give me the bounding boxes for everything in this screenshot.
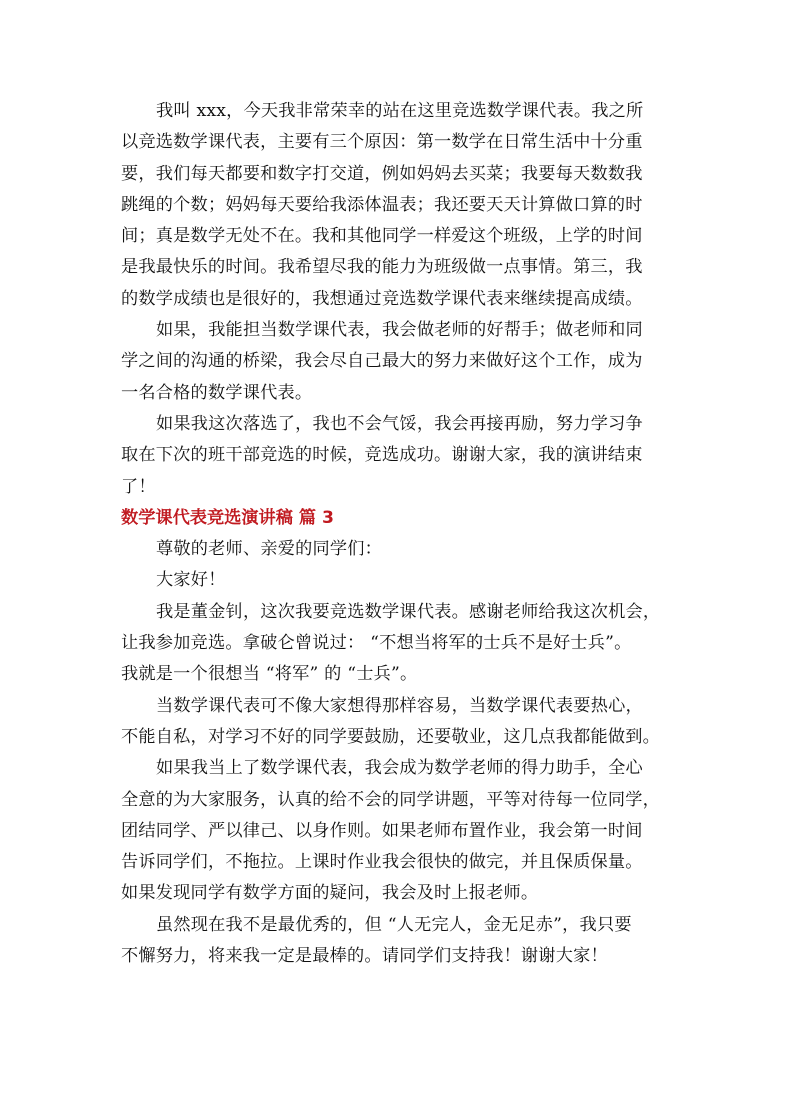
document-body xyxy=(121,96,687,972)
speech-part-3 xyxy=(121,534,687,972)
text-line: 取在下次的班干部竞选的时候，竞选成功。谢谢大家，我的演讲结束 xyxy=(121,445,643,466)
text-line: 如果我这次落选了，我也不会气馁，我会再接再励，努力学习争 xyxy=(156,413,643,434)
text-line: 尊敬的老师、亲爱的同学们： xyxy=(156,539,383,560)
text-line: 间；真是数学无处不在。我和其他同学一样爱这个班级，上学的时间 xyxy=(121,226,643,247)
text-line: 一名合格的数学课代表。 xyxy=(121,382,313,403)
text-line: 告诉同学们，不拖拉。上课时作业我会很快的做完，并且保质保量。 xyxy=(121,852,643,873)
text-line: 我就是一个很想当 “将军” 的 “士兵”。 xyxy=(121,664,418,685)
text-line: 如果我当上了数学课代表，我会成为数学老师的得力助手，全心 xyxy=(156,758,643,779)
text-line: 让我参加竞选。拿破仑曾说过： “不想当将军的士兵不是好士兵”。 xyxy=(121,633,632,654)
text-line: 是我最快乐的时间。我希望尽我的能力为班级做一点事情。第三，我 xyxy=(121,257,643,278)
text-line: 当数学课代表可不像大家想得那样容易，当数学课代表要热心， xyxy=(156,695,643,716)
text-line: 虽然现在我不是最优秀的，但 “人无完人，金无足赤”，我只要 xyxy=(156,914,632,935)
text-line: 我是董金钊，这次我要竞选数学课代表。感谢老师给我这次机会， xyxy=(156,601,661,622)
text-line: 了！ xyxy=(121,476,156,497)
text-line: 团结同学、严以律己、以身作则。如果老师布置作业，我会第一时间 xyxy=(121,820,643,841)
text-line: 不懈努力，将来我一定是最棒的。请同学们支持我！谢谢大家！ xyxy=(121,946,608,967)
text-line: 以竞选数学课代表，主要有三个原因：第一数学在日常生活中十分重 xyxy=(121,132,643,153)
text-line: 学之间的沟通的桥梁，我会尽自己最大的努力来做好这个工作，成为 xyxy=(121,351,643,372)
text-line: 我叫 xxx，今天我非常荣幸的站在这里竞选数学课代表。我之所 xyxy=(156,101,644,121)
text-line: 要，我们每天都要和数字打交道，例如妈妈去买菜；我要每天数数我 xyxy=(121,163,643,184)
text-line: 如果发现同学有数学方面的疑问，我会及时上报老师。 xyxy=(121,883,539,904)
text-line: 不能自私，对学习不好的同学要鼓励，还要敬业，这几点我都能做到。 xyxy=(121,726,661,747)
text-line: 的数学成绩也是很好的，我想通过竞选数学课代表来继续提高成绩。 xyxy=(121,288,643,309)
text-line: 如果，我能担当数学课代表，我会做老师的好帮手；做老师和同 xyxy=(156,320,643,341)
speech-part-1 xyxy=(121,96,687,503)
text-line: 全意的为大家服务，认真的给不会的同学讲题，平等对待每一位同学， xyxy=(121,789,661,810)
text-line: 大家好！ xyxy=(156,570,226,591)
text-line: 跳绳的个数；妈妈每天要给我添体温表；我还要天天计算做口算的时 xyxy=(121,194,643,215)
section-heading: 数学课代表竞选演讲稿 篇 3 xyxy=(121,507,334,528)
